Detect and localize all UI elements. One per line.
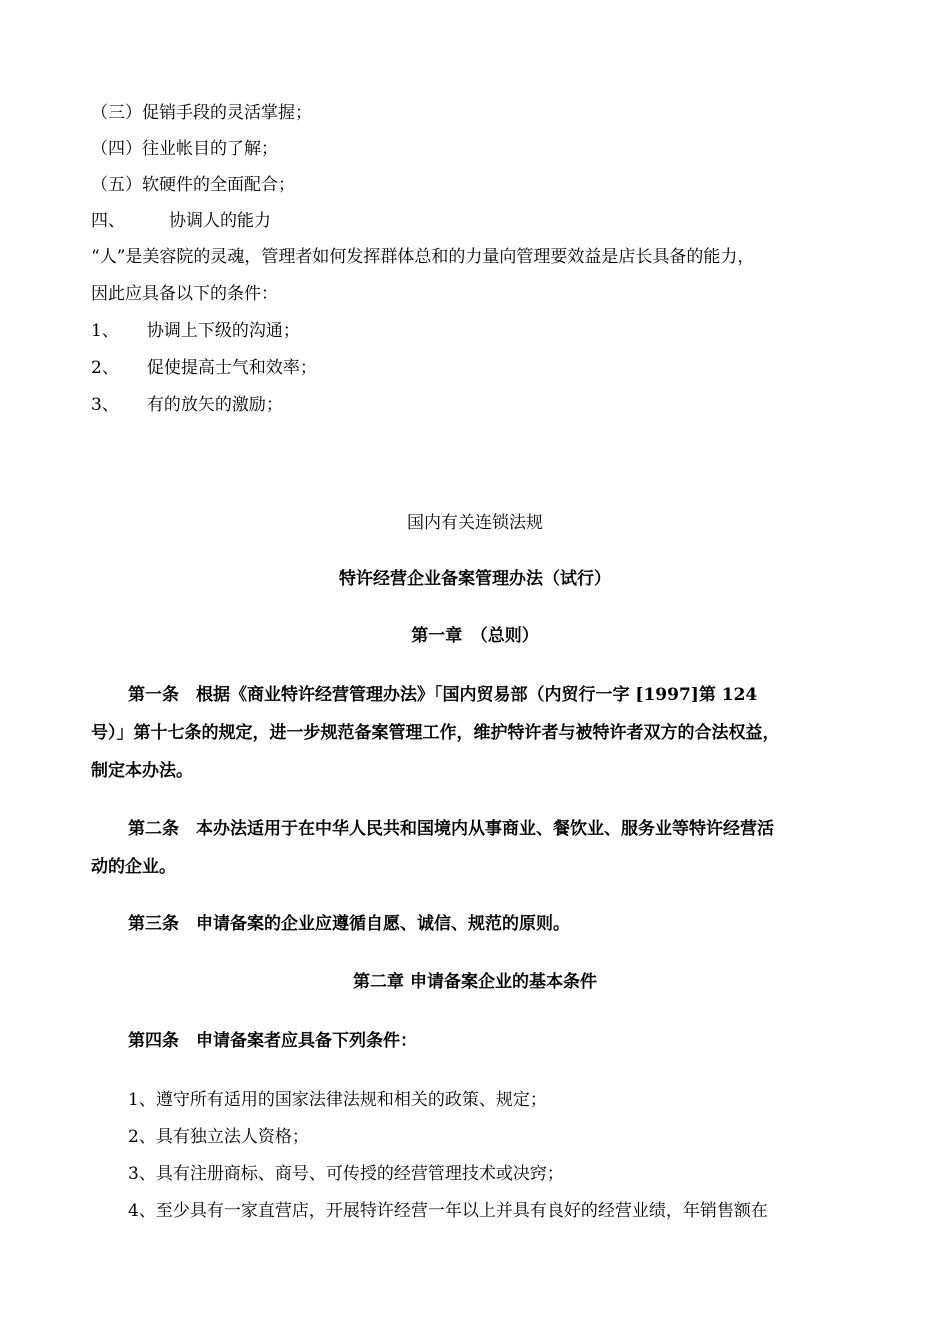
section-heading bbox=[91, 210, 271, 232]
item-text: 有的放矢的激励； bbox=[146, 395, 283, 415]
paragraph-line: “人”是美容院的灵魂，管理者如何发挥群体总和的力量向管理要效益是店长具备的能力， bbox=[91, 247, 755, 267]
chapter-heading: 第一章 （总则） bbox=[411, 626, 539, 646]
regulation-title: 特许经营企业备案管理办法（试行） bbox=[339, 569, 611, 589]
article-3: 第三条 申请备案的企业应遵循自愿、诚信、规范的原则。 bbox=[128, 914, 570, 934]
numbered-item bbox=[91, 357, 317, 379]
article-4: 第四条 申请备案者应具备下列条件： bbox=[128, 1031, 417, 1051]
condition-item: 3、具有注册商标、商号、可传授的经营管理技术或决窍； bbox=[128, 1164, 564, 1184]
article-1-line: 号）」第十七条的规定，进一步规范备案管理工作，维护特许者与被特许者双方的合法权益， bbox=[91, 723, 780, 743]
paragraph-line: 因此应具备以下的条件： bbox=[91, 284, 278, 304]
numbered-item bbox=[91, 320, 300, 342]
item-text: 协调上下级的沟通； bbox=[146, 321, 300, 341]
list-item-promotion: （三）促销手段的灵活掌握； bbox=[91, 103, 312, 123]
article-1-line: 第一条 根据《商业特许经营管理办法》「国内贸易部（内贸行一字 [1997]第 124 bbox=[128, 685, 758, 705]
condition-item: 2、具有独立法人资格； bbox=[128, 1127, 309, 1147]
article-2-line: 动的企业。 bbox=[91, 857, 176, 877]
list-item-accounts: （四）往业帐目的了解； bbox=[91, 139, 278, 159]
numbered-item bbox=[91, 394, 283, 416]
item-text: 促使提高士气和效率； bbox=[146, 358, 317, 378]
item-number: 1、 bbox=[91, 321, 119, 341]
condition-item: 4、至少具有一家直营店，开展特许经营一年以上并具有良好的经营业绩，年销售额在 bbox=[128, 1201, 768, 1221]
article-1-line: 制定本办法。 bbox=[91, 761, 193, 781]
regulations-heading: 国内有关连锁法规 bbox=[407, 513, 543, 533]
section-title: 协调人的能力 bbox=[169, 211, 271, 231]
item-number: 3、 bbox=[91, 395, 119, 415]
section-number: 四、 bbox=[91, 211, 125, 231]
list-item-coordination: （五）软硬件的全面配合； bbox=[91, 175, 295, 195]
article-2-line: 第二条 本办法适用于在中华人民共和国境内从事商业、餐饮业、服务业等特许经营活 bbox=[128, 819, 774, 839]
item-number: 2、 bbox=[91, 358, 119, 378]
chapter-heading: 第二章 申请备案企业的基本条件 bbox=[353, 972, 597, 992]
condition-item: 1、遵守所有适用的国家法律法规和相关的政策、规定； bbox=[128, 1090, 547, 1110]
